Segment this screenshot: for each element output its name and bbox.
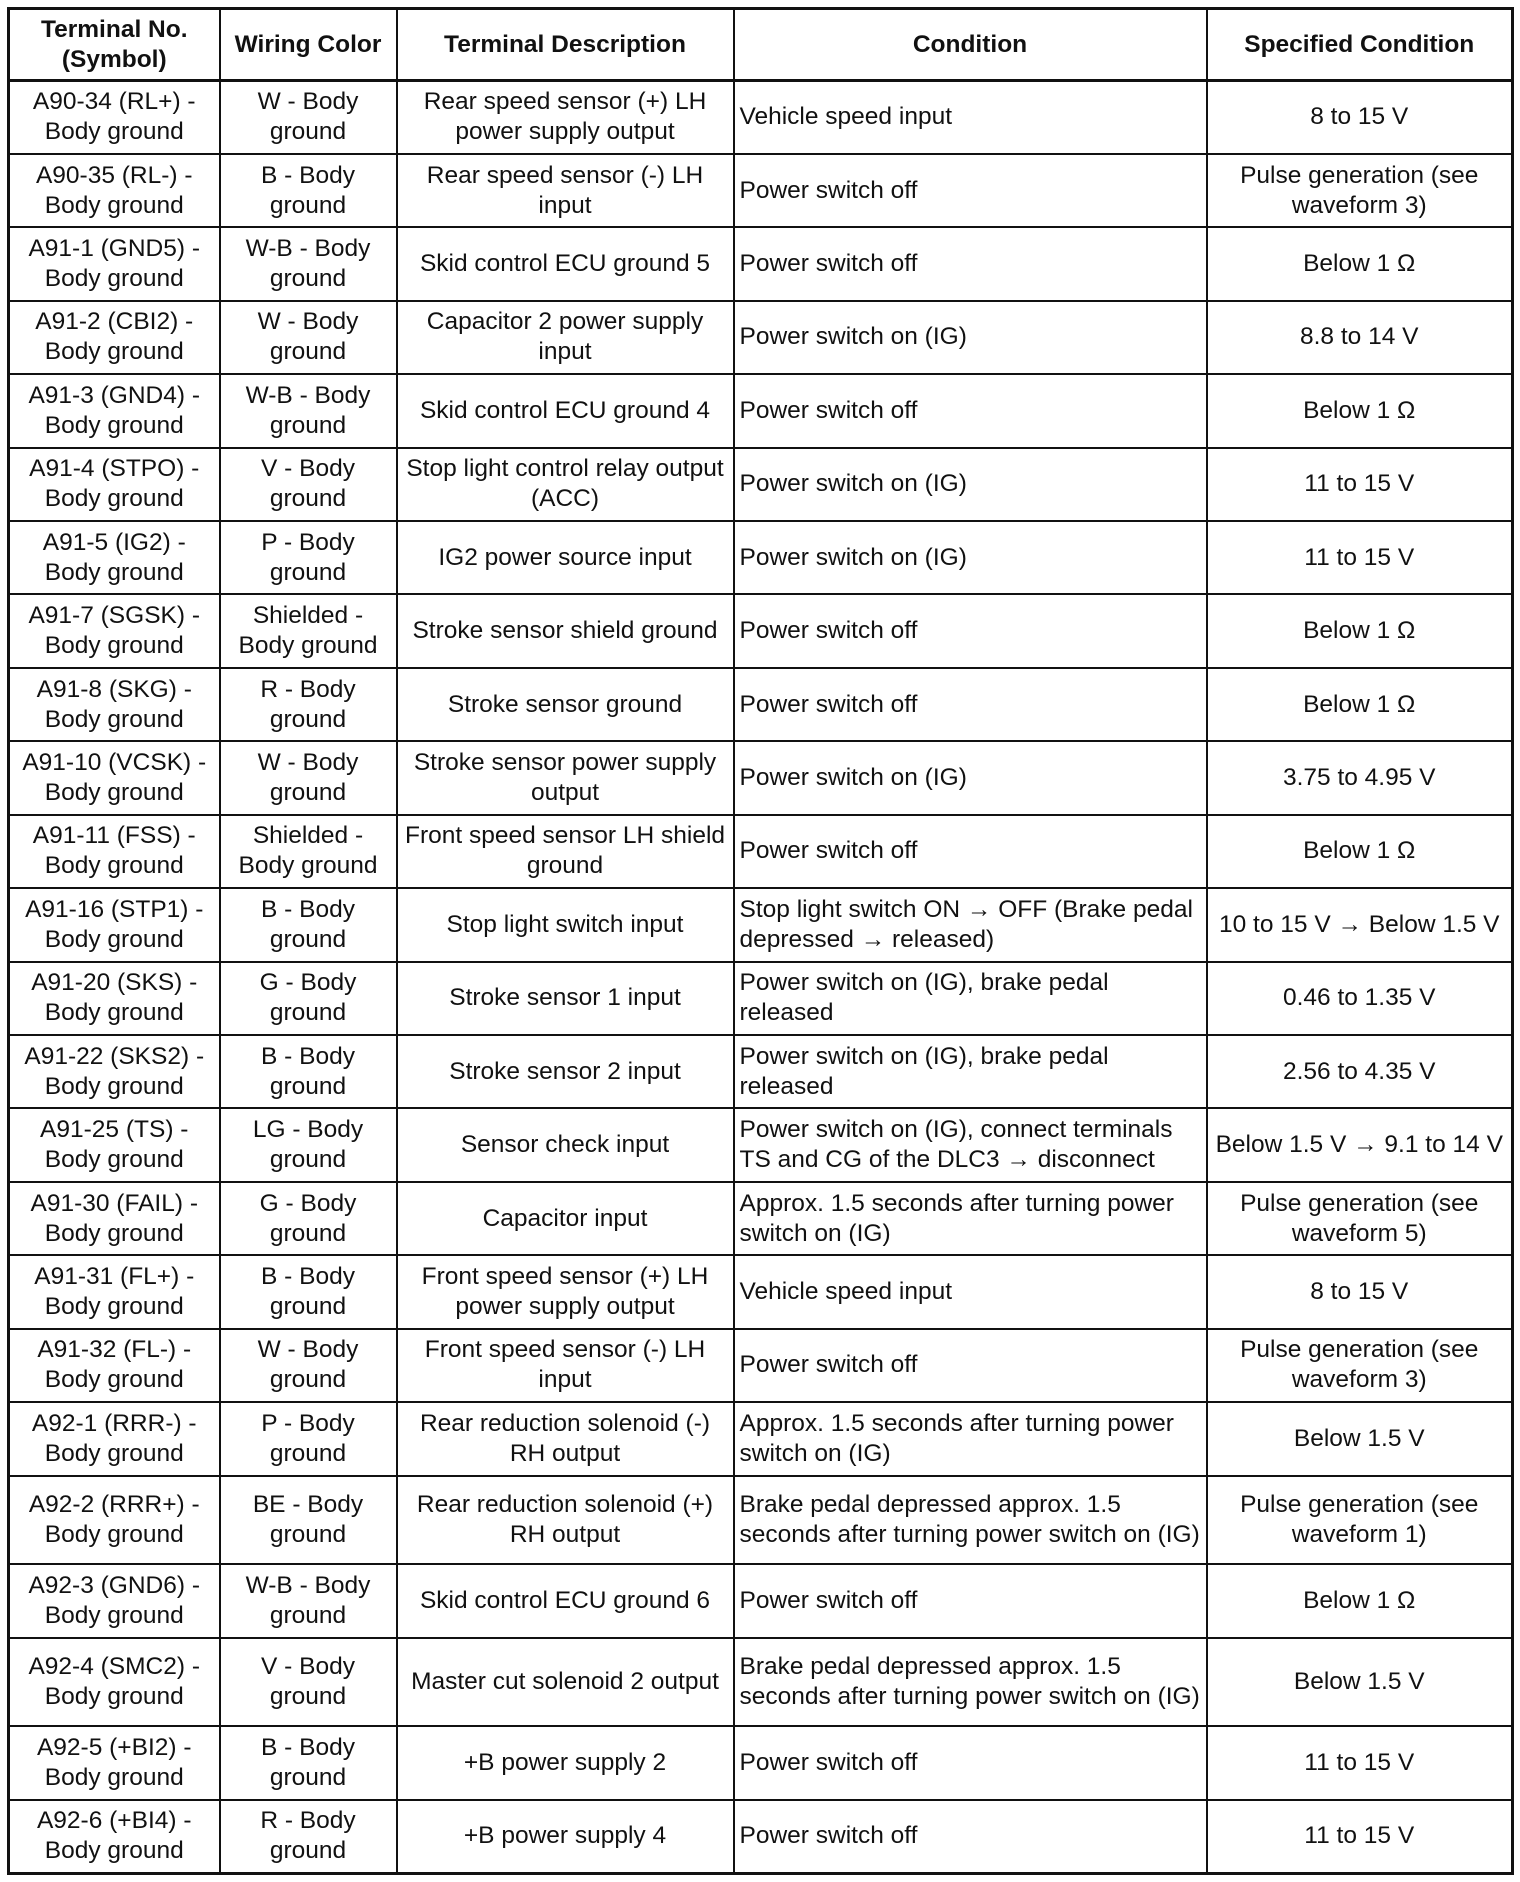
terminal-spec-table [7, 7, 1514, 1875]
table-row [9, 888, 1513, 961]
terminal-cell: A91-32 (FL-) - Body ground [9, 1329, 220, 1402]
wiring-color-cell: W-B - Body ground [220, 374, 397, 447]
wiring-color-cell: B - Body ground [220, 1035, 397, 1108]
description-cell: Stroke sensor power supply output [397, 741, 734, 814]
wiring-color-cell: V - Body ground [220, 1638, 397, 1727]
terminal-cell: A91-30 (FAIL) - Body ground [9, 1182, 220, 1255]
table-row [9, 1402, 1513, 1475]
table-row [9, 741, 1513, 814]
specified-condition-cell: 11 to 15 V [1207, 1726, 1513, 1799]
header-terminal-description: Terminal Description [397, 9, 734, 81]
table-row [9, 1182, 1513, 1255]
condition-cell: Brake pedal depressed approx. 1.5 seconds after turning power switch on (IG) [734, 1638, 1207, 1727]
condition-cell: Power switch on (IG) [734, 448, 1207, 521]
description-cell: Stroke sensor shield ground [397, 594, 734, 667]
table-row [9, 1476, 1513, 1565]
wiring-color-cell: Shielded - Body ground [220, 594, 397, 667]
condition-cell: Power switch off [734, 668, 1207, 741]
condition-cell: Power switch on (IG) [734, 301, 1207, 374]
condition-cell: Power switch off [734, 374, 1207, 447]
specified-condition-cell: 11 to 15 V [1207, 521, 1513, 594]
terminal-cell: A91-31 (FL+) - Body ground [9, 1255, 220, 1328]
terminal-cell: A92-3 (GND6) - Body ground [9, 1564, 220, 1637]
wiring-color-cell: W - Body ground [220, 1329, 397, 1402]
terminal-cell: A90-34 (RL+) - Body ground [9, 81, 220, 154]
condition-cell: Power switch on (IG), connect terminals TS and CG of the DLC3 → disconnect [734, 1108, 1207, 1181]
terminal-cell: A91-4 (STPO) - Body ground [9, 448, 220, 521]
condition-cell: Power switch on (IG), brake pedal released [734, 962, 1207, 1035]
specified-condition-cell: Below 1.5 V [1207, 1638, 1513, 1727]
specified-condition-cell: Below 1.5 V → 9.1 to 14 V [1207, 1108, 1513, 1181]
description-cell: Skid control ECU ground 6 [397, 1564, 734, 1637]
wiring-color-cell: W-B - Body ground [220, 227, 397, 300]
specified-condition-cell: Below 1 Ω [1207, 1564, 1513, 1637]
table-row [9, 521, 1513, 594]
specified-condition-cell: 8 to 15 V [1207, 81, 1513, 154]
table-header-row [9, 9, 1513, 81]
specified-condition-cell: 2.56 to 4.35 V [1207, 1035, 1513, 1108]
table-row [9, 374, 1513, 447]
terminal-cell: A91-16 (STP1) - Body ground [9, 888, 220, 961]
table-row [9, 594, 1513, 667]
wiring-color-cell: P - Body ground [220, 521, 397, 594]
description-cell: Skid control ECU ground 4 [397, 374, 734, 447]
specified-condition-cell: 8.8 to 14 V [1207, 301, 1513, 374]
wiring-color-cell: V - Body ground [220, 448, 397, 521]
description-cell: Rear reduction solenoid (+) RH output [397, 1476, 734, 1565]
description-cell: Capacitor 2 power supply input [397, 301, 734, 374]
table-body [9, 81, 1513, 1874]
specified-condition-cell: Pulse generation (see waveform 1) [1207, 1476, 1513, 1565]
table-row [9, 154, 1513, 227]
wiring-color-cell: Shielded - Body ground [220, 815, 397, 888]
description-cell: Stop light switch input [397, 888, 734, 961]
description-cell: +B power supply 2 [397, 1726, 734, 1799]
terminal-cell: A92-2 (RRR+) - Body ground [9, 1476, 220, 1565]
condition-cell: Power switch off [734, 227, 1207, 300]
wiring-color-cell: B - Body ground [220, 1726, 397, 1799]
description-cell: Skid control ECU ground 5 [397, 227, 734, 300]
terminal-cell: A91-22 (SKS2) - Body ground [9, 1035, 220, 1108]
table-row [9, 1800, 1513, 1874]
condition-cell: Power switch on (IG) [734, 741, 1207, 814]
condition-cell: Power switch on (IG) [734, 521, 1207, 594]
specified-condition-cell: Below 1 Ω [1207, 594, 1513, 667]
condition-cell: Power switch off [734, 154, 1207, 227]
specified-condition-cell: Pulse generation (see waveform 3) [1207, 1329, 1513, 1402]
description-cell: +B power supply 4 [397, 1800, 734, 1874]
terminal-cell: A91-25 (TS) - Body ground [9, 1108, 220, 1181]
description-cell: Stroke sensor ground [397, 668, 734, 741]
terminal-cell: A91-20 (SKS) - Body ground [9, 962, 220, 1035]
wiring-color-cell: W-B - Body ground [220, 1564, 397, 1637]
terminal-cell: A91-8 (SKG) - Body ground [9, 668, 220, 741]
table-row [9, 1108, 1513, 1181]
specified-condition-cell: Below 1 Ω [1207, 374, 1513, 447]
wiring-color-cell: G - Body ground [220, 1182, 397, 1255]
wiring-color-cell: LG - Body ground [220, 1108, 397, 1181]
table-row [9, 1329, 1513, 1402]
table-row [9, 81, 1513, 154]
condition-cell: Power switch on (IG), brake pedal released [734, 1035, 1207, 1108]
specified-condition-cell: Below 1 Ω [1207, 815, 1513, 888]
condition-cell: Power switch off [734, 1564, 1207, 1637]
description-cell: Rear reduction solenoid (-) RH output [397, 1402, 734, 1475]
table-row [9, 1035, 1513, 1108]
description-cell: Stroke sensor 2 input [397, 1035, 734, 1108]
wiring-color-cell: G - Body ground [220, 962, 397, 1035]
description-cell: Capacitor input [397, 1182, 734, 1255]
condition-cell: Vehicle speed input [734, 1255, 1207, 1328]
wiring-color-cell: B - Body ground [220, 1255, 397, 1328]
condition-cell: Power switch off [734, 1800, 1207, 1874]
table-row [9, 962, 1513, 1035]
terminal-cell: A92-4 (SMC2) - Body ground [9, 1638, 220, 1727]
table-row [9, 1726, 1513, 1799]
condition-cell: Power switch off [734, 594, 1207, 667]
wiring-color-cell: W - Body ground [220, 741, 397, 814]
header-terminal: Terminal No. (Symbol) [9, 9, 220, 81]
specified-condition-cell: 11 to 15 V [1207, 1800, 1513, 1874]
wiring-color-cell: W - Body ground [220, 81, 397, 154]
condition-cell: Brake pedal depressed approx. 1.5 seconds after turning power switch on (IG) [734, 1476, 1207, 1565]
wiring-color-cell: BE - Body ground [220, 1476, 397, 1565]
terminal-cell: A91-1 (GND5) - Body ground [9, 227, 220, 300]
specified-condition-cell: 0.46 to 1.35 V [1207, 962, 1513, 1035]
table-row [9, 1255, 1513, 1328]
table-row [9, 227, 1513, 300]
description-cell: IG2 power source input [397, 521, 734, 594]
condition-cell: Vehicle speed input [734, 81, 1207, 154]
terminal-cell: A91-2 (CBI2) - Body ground [9, 301, 220, 374]
description-cell: Master cut solenoid 2 output [397, 1638, 734, 1727]
header-condition: Condition [734, 9, 1207, 81]
condition-cell: Power switch off [734, 1726, 1207, 1799]
description-cell: Stroke sensor 1 input [397, 962, 734, 1035]
specified-condition-cell: Below 1 Ω [1207, 668, 1513, 741]
table-row [9, 668, 1513, 741]
header-specified-condition: Specified Condition [1207, 9, 1513, 81]
terminal-cell: A91-3 (GND4) - Body ground [9, 374, 220, 447]
specified-condition-cell: Pulse generation (see waveform 3) [1207, 154, 1513, 227]
condition-cell: Stop light switch ON → OFF (Brake pedal depressed → released) [734, 888, 1207, 961]
table-row [9, 815, 1513, 888]
specified-condition-cell: 3.75 to 4.95 V [1207, 741, 1513, 814]
terminal-cell: A91-7 (SGSK) - Body ground [9, 594, 220, 667]
wiring-color-cell: W - Body ground [220, 301, 397, 374]
terminal-cell: A92-1 (RRR-) - Body ground [9, 1402, 220, 1475]
description-cell: Front speed sensor (-) LH input [397, 1329, 734, 1402]
wiring-color-cell: B - Body ground [220, 154, 397, 227]
terminal-cell: A90-35 (RL-) - Body ground [9, 154, 220, 227]
wiring-color-cell: R - Body ground [220, 1800, 397, 1874]
description-cell: Sensor check input [397, 1108, 734, 1181]
description-cell: Stop light control relay output (ACC) [397, 448, 734, 521]
specified-condition-cell: 10 to 15 V → Below 1.5 V [1207, 888, 1513, 961]
header-wiring-color: Wiring Color [220, 9, 397, 81]
terminal-cell: A92-6 (+BI4) - Body ground [9, 1800, 220, 1874]
terminal-cell: A91-11 (FSS) - Body ground [9, 815, 220, 888]
table-row [9, 1638, 1513, 1727]
specified-condition-cell: Pulse generation (see waveform 5) [1207, 1182, 1513, 1255]
description-cell: Rear speed sensor (-) LH input [397, 154, 734, 227]
table-row [9, 448, 1513, 521]
wiring-color-cell: B - Body ground [220, 888, 397, 961]
wiring-color-cell: R - Body ground [220, 668, 397, 741]
description-cell: Front speed sensor (+) LH power supply output [397, 1255, 734, 1328]
condition-cell: Approx. 1.5 seconds after turning power switch on (IG) [734, 1402, 1207, 1475]
table-row [9, 301, 1513, 374]
specified-condition-cell: Below 1 Ω [1207, 227, 1513, 300]
description-cell: Front speed sensor LH shield ground [397, 815, 734, 888]
condition-cell: Power switch off [734, 815, 1207, 888]
condition-cell: Approx. 1.5 seconds after turning power switch on (IG) [734, 1182, 1207, 1255]
terminal-cell: A91-5 (IG2) - Body ground [9, 521, 220, 594]
description-cell: Rear speed sensor (+) LH power supply output [397, 81, 734, 154]
terminal-cell: A91-10 (VCSK) - Body ground [9, 741, 220, 814]
wiring-color-cell: P - Body ground [220, 1402, 397, 1475]
table-row [9, 1564, 1513, 1637]
condition-cell: Power switch off [734, 1329, 1207, 1402]
terminal-cell: A92-5 (+BI2) - Body ground [9, 1726, 220, 1799]
specified-condition-cell: 8 to 15 V [1207, 1255, 1513, 1328]
specified-condition-cell: 11 to 15 V [1207, 448, 1513, 521]
specified-condition-cell: Below 1.5 V [1207, 1402, 1513, 1475]
